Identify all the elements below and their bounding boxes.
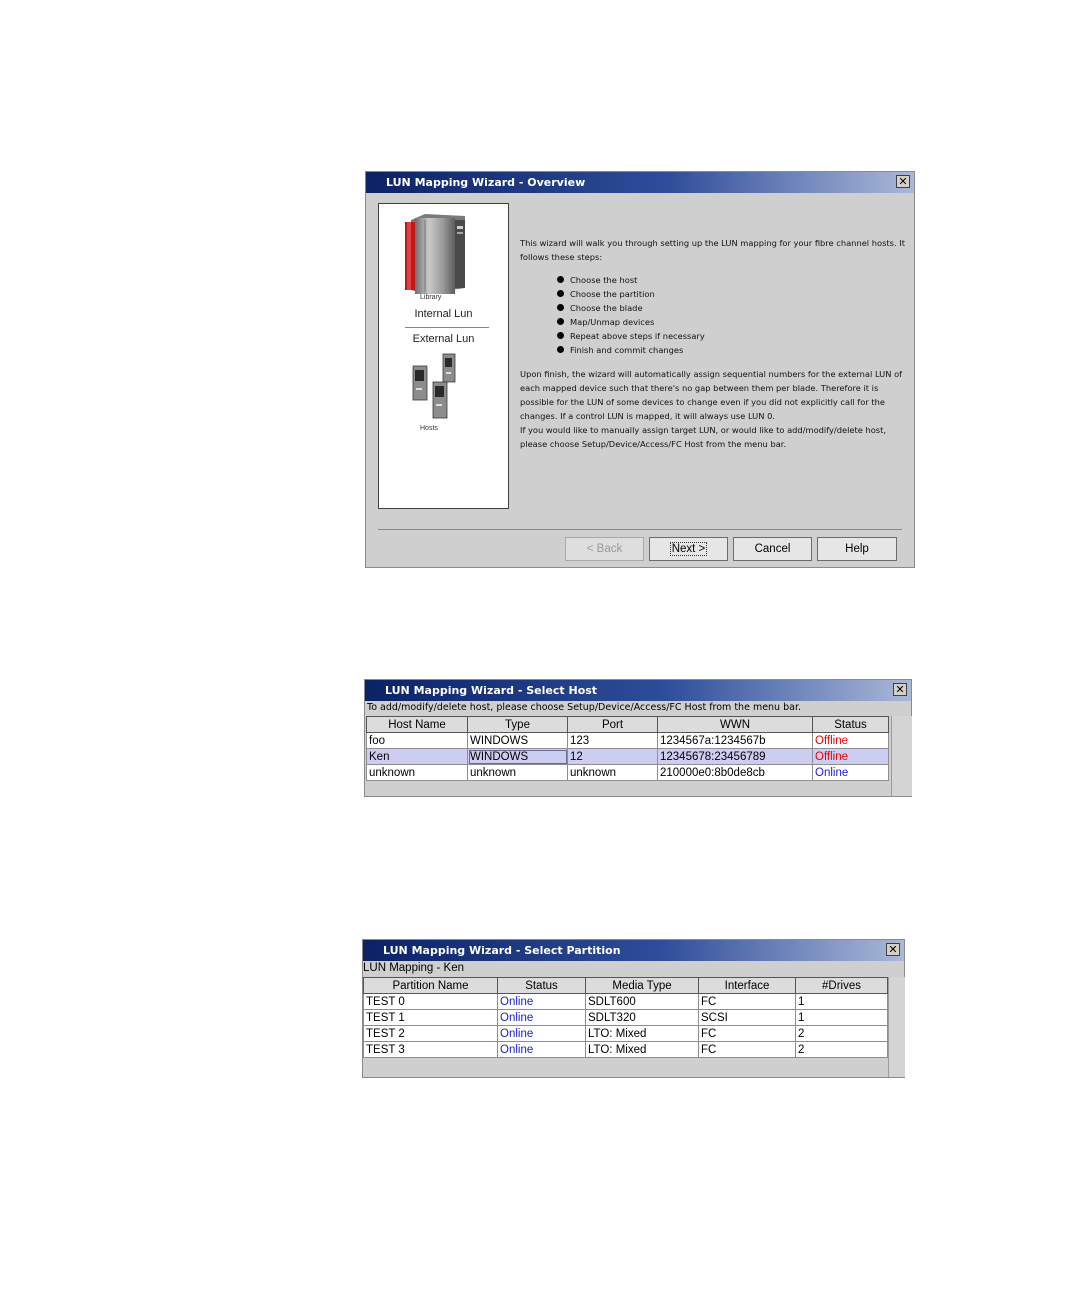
- type-cell: WINDOWS: [468, 749, 568, 765]
- interface-cell: FC: [699, 1042, 796, 1058]
- partition-name-cell: TEST 0: [364, 994, 498, 1010]
- step-item: Repeat above steps if necessary: [556, 329, 908, 343]
- close-icon[interactable]: ✕: [896, 175, 910, 188]
- column-header-interface[interactable]: Interface: [699, 978, 796, 994]
- host-table-scrollbar[interactable]: [891, 716, 912, 796]
- media-type-cell: LTO: Mixed: [586, 1026, 699, 1042]
- wwn-cell: 12345678:23456789: [658, 749, 813, 765]
- drives-cell: 2: [796, 1026, 888, 1042]
- media-type-cell: SDLT600: [586, 994, 699, 1010]
- next-button[interactable]: [649, 537, 728, 561]
- help-button[interactable]: Help: [817, 537, 897, 561]
- media-type-cell: LTO: Mixed: [586, 1042, 699, 1058]
- select-host-dialog: [364, 679, 912, 797]
- table-row[interactable]: [364, 994, 888, 1010]
- overview-titlebar[interactable]: [366, 172, 914, 193]
- step-item: Map/Unmap devices: [556, 315, 908, 329]
- status-cell: Online: [498, 1042, 586, 1058]
- column-header-partition-name[interactable]: Partition Name: [364, 978, 498, 994]
- port-cell: 12: [568, 749, 658, 765]
- library-label: Library: [420, 294, 442, 301]
- interface-cell: FC: [699, 994, 796, 1010]
- type-cell: unknown: [468, 765, 568, 781]
- hosts-icon: [411, 352, 461, 422]
- overview-dialog: [365, 171, 915, 568]
- close-icon[interactable]: ✕: [886, 943, 900, 956]
- host-header-row: [367, 717, 889, 733]
- column-header-status[interactable]: Status: [498, 978, 586, 994]
- column-header-wwn[interactable]: WWN: [658, 717, 813, 733]
- media-type-cell: SDLT320: [586, 1010, 699, 1026]
- internal-lun-label: Internal Lun: [414, 308, 473, 320]
- back-button[interactable]: < Back: [565, 537, 644, 561]
- finish-paragraph: Upon finish, the wizard will automatically assign sequential numbers for the external LUN of each mapped device such that there's no gap between them per blade. Therefore it is possible for the LUN of some devices to change even if you did not explicitly call for the changes. If a control LUN is mapped, it will always use LUN 0.: [520, 369, 903, 421]
- steps-list: [556, 273, 908, 357]
- table-row[interactable]: [367, 765, 889, 781]
- partition-header-row: [364, 978, 888, 994]
- drives-cell: 2: [796, 1042, 888, 1058]
- select-partition-title: LUN Mapping Wizard - Select Partition: [383, 944, 621, 957]
- intro-paragraph: This wizard will walk you through setting up the LUN mapping for your fibre channel hosts. It follows these steps:: [520, 238, 905, 262]
- column-header-port[interactable]: Port: [568, 717, 658, 733]
- partition-grid: [363, 977, 888, 1058]
- port-cell: 123: [568, 733, 658, 749]
- partition-name-cell: TEST 2: [364, 1026, 498, 1042]
- step-item: Choose the blade: [556, 301, 908, 315]
- select-partition-dialog: [362, 939, 905, 1078]
- status-cell: Offline: [813, 749, 889, 765]
- overview-text: [520, 236, 908, 451]
- host-grid: [366, 716, 889, 781]
- close-icon[interactable]: ✕: [893, 683, 907, 696]
- partition-name-cell: TEST 1: [364, 1010, 498, 1026]
- interface-cell: SCSI: [699, 1010, 796, 1026]
- host-instruction: To add/modify/delete host, please choose Setup/Device/Access/FC Host from the menu bar.: [367, 702, 802, 713]
- column-header-type[interactable]: Type: [468, 717, 568, 733]
- table-row[interactable]: [367, 733, 889, 749]
- table-row[interactable]: [364, 1042, 888, 1058]
- column-header-status[interactable]: Status: [813, 717, 889, 733]
- button-divider: [378, 529, 902, 530]
- library-icon: [403, 214, 469, 296]
- hosts-label: Hosts: [420, 425, 438, 432]
- host-name-cell: unknown: [367, 765, 468, 781]
- wwn-cell: 1234567a:1234567b: [658, 733, 813, 749]
- column-header-host-name[interactable]: Host Name: [367, 717, 468, 733]
- status-cell: Online: [498, 994, 586, 1010]
- partition-subtitle: LUN Mapping - Ken: [363, 962, 464, 974]
- wwn-cell: 210000e0:8b0de8cb: [658, 765, 813, 781]
- step-item: Choose the partition: [556, 287, 908, 301]
- partition-table-scrollbar[interactable]: [888, 977, 905, 1077]
- column-header-drives[interactable]: #Drives: [796, 978, 888, 994]
- step-item: Choose the host: [556, 273, 908, 287]
- select-host-titlebar[interactable]: [365, 680, 911, 701]
- status-cell: Offline: [813, 733, 889, 749]
- side-divider: [405, 327, 489, 328]
- host-table: [366, 716, 889, 781]
- table-row[interactable]: [364, 1010, 888, 1026]
- cancel-button[interactable]: Cancel: [733, 537, 812, 561]
- drives-cell: 1: [796, 1010, 888, 1026]
- status-cell: Online: [498, 1026, 586, 1042]
- partition-name-cell: TEST 3: [364, 1042, 498, 1058]
- next-button-label: Next >: [671, 543, 706, 555]
- select-host-title: LUN Mapping Wizard - Select Host: [385, 684, 598, 697]
- port-cell: unknown: [568, 765, 658, 781]
- step-item: Finish and commit changes: [556, 343, 908, 357]
- table-row[interactable]: [364, 1026, 888, 1042]
- wizard-side-panel: [378, 203, 509, 509]
- host-name-cell: foo: [367, 733, 468, 749]
- external-lun-label: External Lun: [412, 333, 475, 345]
- host-name-cell: Ken: [367, 749, 468, 765]
- drives-cell: 1: [796, 994, 888, 1010]
- manual-paragraph: If you would like to manually assign target LUN, or would like to add/modify/delete host, please choose Setup/Device/Access/FC Host from the menu bar.: [520, 425, 887, 449]
- table-row-selected[interactable]: [367, 749, 889, 765]
- select-partition-titlebar[interactable]: [363, 940, 904, 961]
- partition-table: [363, 977, 888, 1058]
- status-cell: Online: [813, 765, 889, 781]
- type-cell: WINDOWS: [468, 733, 568, 749]
- column-header-media-type[interactable]: Media Type: [586, 978, 699, 994]
- overview-title: LUN Mapping Wizard - Overview: [386, 176, 586, 189]
- interface-cell: FC: [699, 1026, 796, 1042]
- status-cell: Online: [498, 1010, 586, 1026]
